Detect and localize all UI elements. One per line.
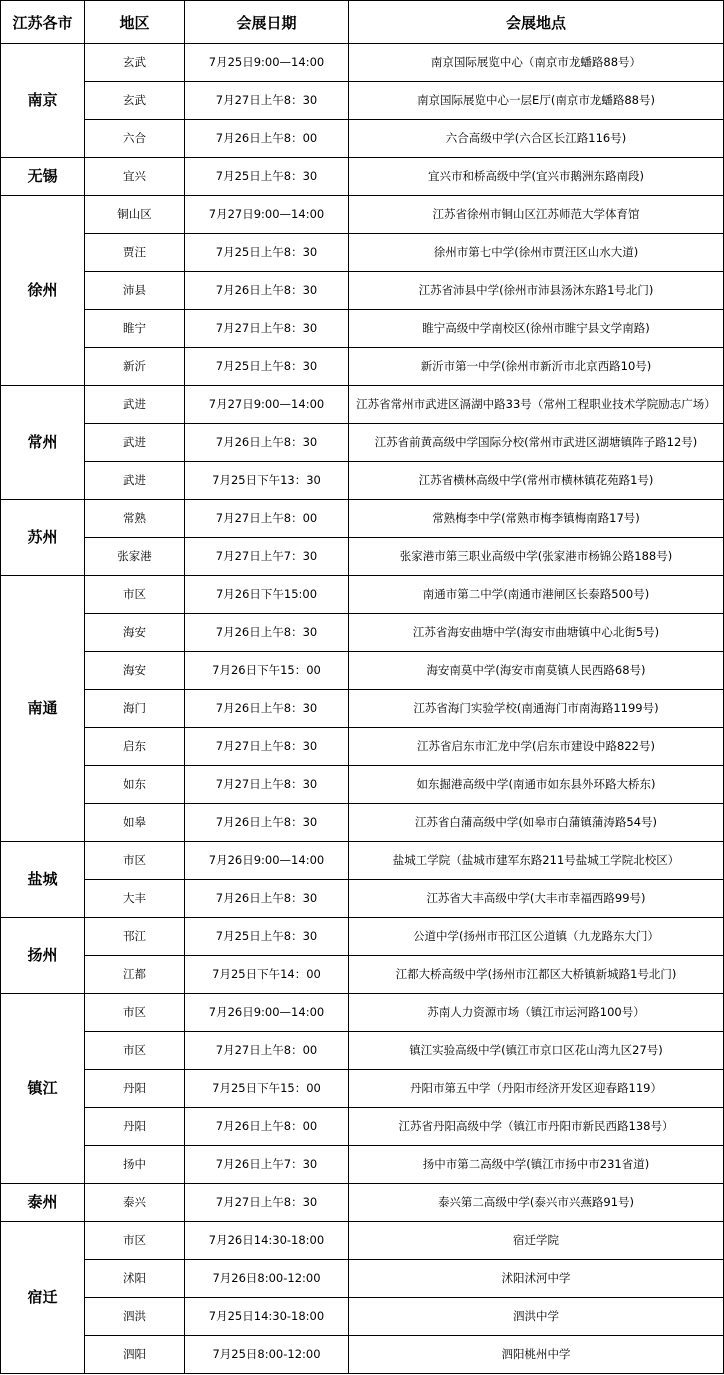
date-cell: 7月25日9:00—14:00 xyxy=(185,44,349,82)
city-cell: 常州 xyxy=(1,386,85,500)
date-cell: 7月26日上午8：30 xyxy=(185,424,349,462)
table-header-row xyxy=(1,1,724,44)
district-cell: 市区 xyxy=(85,842,185,880)
date-cell: 7月25日下午13：30 xyxy=(185,462,349,500)
table-row xyxy=(1,310,724,348)
city-cell: 苏州 xyxy=(1,500,85,576)
venue-cell: 江苏省横林高级中学(常州市横林镇花苑路1号) xyxy=(349,462,724,500)
table-row xyxy=(1,234,724,272)
table-row xyxy=(1,386,724,424)
table-row xyxy=(1,1146,724,1184)
district-cell: 沛县 xyxy=(85,272,185,310)
district-cell: 如东 xyxy=(85,766,185,804)
table-row xyxy=(1,44,724,82)
header-city: 江苏各市 xyxy=(1,1,85,44)
table-row xyxy=(1,348,724,386)
date-cell: 7月25日上午8：30 xyxy=(185,348,349,386)
venue-cell: 海安南莫中学(海安市南莫镇人民西路68号) xyxy=(349,652,724,690)
table-row xyxy=(1,1298,724,1336)
table-row xyxy=(1,82,724,120)
district-cell: 睢宁 xyxy=(85,310,185,348)
venue-cell: 睢宁高级中学南校区(徐州市睢宁县文学南路) xyxy=(349,310,724,348)
date-cell: 7月27日上午8：30 xyxy=(185,728,349,766)
venue-cell: 江苏省海门实验学校(南通海门市南海路1199号) xyxy=(349,690,724,728)
table-row xyxy=(1,1222,724,1260)
date-cell: 7月26日上午8：30 xyxy=(185,614,349,652)
district-cell: 市区 xyxy=(85,576,185,614)
date-cell: 7月26日上午8：00 xyxy=(185,120,349,158)
table-row xyxy=(1,614,724,652)
district-cell: 海安 xyxy=(85,614,185,652)
district-cell: 武进 xyxy=(85,462,185,500)
venue-cell: 宿迁学院 xyxy=(349,1222,724,1260)
venue-cell: 南京国际展览中心（南京市龙蟠路88号） xyxy=(349,44,724,82)
venue-cell: 江苏省沛县中学(徐州市沛县汤沐东路1号北门) xyxy=(349,272,724,310)
venue-cell: 江苏省丹阳高级中学（镇江市丹阳市新民西路138号） xyxy=(349,1108,724,1146)
district-cell: 海门 xyxy=(85,690,185,728)
district-cell: 玄武 xyxy=(85,44,185,82)
venue-cell: 江苏省常州市武进区滆湖中路33号（常州工程职业技术学院励志广场） xyxy=(349,386,724,424)
district-cell: 六合 xyxy=(85,120,185,158)
date-cell: 7月26日下午15:00 xyxy=(185,576,349,614)
table-body xyxy=(1,44,724,1374)
table-row xyxy=(1,1032,724,1070)
city-cell: 宿迁 xyxy=(1,1222,85,1374)
table-row xyxy=(1,956,724,994)
district-cell: 江都 xyxy=(85,956,185,994)
district-cell: 常熟 xyxy=(85,500,185,538)
venue-cell: 公道中学(扬州市邗江区公道镇（九龙路东大门） xyxy=(349,918,724,956)
date-cell: 7月26日8:00-12:00 xyxy=(185,1260,349,1298)
district-cell: 宜兴 xyxy=(85,158,185,196)
venue-cell: 苏南人力资源市场（镇江市运河路100号） xyxy=(349,994,724,1032)
district-cell: 铜山区 xyxy=(85,196,185,234)
date-cell: 7月26日上午8：30 xyxy=(185,690,349,728)
table-row xyxy=(1,538,724,576)
date-cell: 7月25日下午14：00 xyxy=(185,956,349,994)
venue-cell: 盐城工学院（盐城市建军东路211号盐城工学院北校区） xyxy=(349,842,724,880)
city-cell: 无锡 xyxy=(1,158,85,196)
table-row xyxy=(1,272,724,310)
venue-cell: 沭阳沭河中学 xyxy=(349,1260,724,1298)
date-cell: 7月26日上午8：30 xyxy=(185,804,349,842)
date-cell: 7月25日上午8：30 xyxy=(185,918,349,956)
venue-cell: 丹阳市第五中学（丹阳市经济开发区迎春路119） xyxy=(349,1070,724,1108)
district-cell: 贾汪 xyxy=(85,234,185,272)
table-row xyxy=(1,462,724,500)
header-date: 会展日期 xyxy=(185,1,349,44)
date-cell: 7月25日8:00-12:00 xyxy=(185,1336,349,1374)
district-cell: 邗江 xyxy=(85,918,185,956)
table-row xyxy=(1,158,724,196)
venue-cell: 江苏省徐州市铜山区江苏师范大学体育馆 xyxy=(349,196,724,234)
table-row xyxy=(1,766,724,804)
date-cell: 7月26日上午8：30 xyxy=(185,880,349,918)
date-cell: 7月25日上午8：30 xyxy=(185,234,349,272)
district-cell: 市区 xyxy=(85,1222,185,1260)
district-cell: 沭阳 xyxy=(85,1260,185,1298)
table-row xyxy=(1,1260,724,1298)
district-cell: 武进 xyxy=(85,424,185,462)
district-cell: 启东 xyxy=(85,728,185,766)
venue-cell: 南通市第二中学(南通市港闸区长泰路500号) xyxy=(349,576,724,614)
date-cell: 7月27日上午8：00 xyxy=(185,500,349,538)
table-row xyxy=(1,1184,724,1222)
date-cell: 7月27日上午8：00 xyxy=(185,1032,349,1070)
table-row xyxy=(1,576,724,614)
date-cell: 7月27日上午8：30 xyxy=(185,1184,349,1222)
district-cell: 泗阳 xyxy=(85,1336,185,1374)
date-cell: 7月27日9:00—14:00 xyxy=(185,386,349,424)
date-cell: 7月25日下午15：00 xyxy=(185,1070,349,1108)
venue-cell: 南京国际展览中心一层E厅(南京市龙蟠路88号) xyxy=(349,82,724,120)
table-row xyxy=(1,804,724,842)
district-cell: 玄武 xyxy=(85,82,185,120)
venue-cell: 新沂市第一中学(徐州市新沂市北京西路10号) xyxy=(349,348,724,386)
date-cell: 7月27日上午8：30 xyxy=(185,310,349,348)
date-cell: 7月25日上午8：30 xyxy=(185,158,349,196)
district-cell: 丹阳 xyxy=(85,1070,185,1108)
city-cell: 南通 xyxy=(1,576,85,842)
table-row xyxy=(1,120,724,158)
venue-cell: 如东掘港高级中学(南通市如东县外环路大桥东) xyxy=(349,766,724,804)
venue-cell: 江苏省前黄高级中学国际分校(常州市武进区湖塘镇阵子路12号) xyxy=(349,424,724,462)
date-cell: 7月26日9:00—14:00 xyxy=(185,994,349,1032)
district-cell: 大丰 xyxy=(85,880,185,918)
date-cell: 7月26日14:30-18:00 xyxy=(185,1222,349,1260)
venue-cell: 镇江实验高级中学(镇江市京口区花山湾九区27号) xyxy=(349,1032,724,1070)
venue-cell: 江苏省白蒲高级中学(如皋市白蒲镇蒲涛路54号) xyxy=(349,804,724,842)
table-row xyxy=(1,880,724,918)
date-cell: 7月26日上午7：30 xyxy=(185,1146,349,1184)
district-cell: 海安 xyxy=(85,652,185,690)
district-cell: 泗洪 xyxy=(85,1298,185,1336)
city-cell: 盐城 xyxy=(1,842,85,918)
date-cell: 7月26日上午8：00 xyxy=(185,1108,349,1146)
district-cell: 张家港 xyxy=(85,538,185,576)
date-cell: 7月27日9:00—14:00 xyxy=(185,196,349,234)
table-row xyxy=(1,918,724,956)
date-cell: 7月27日上午7：30 xyxy=(185,538,349,576)
venue-cell: 泗洪中学 xyxy=(349,1298,724,1336)
table-row xyxy=(1,652,724,690)
city-cell: 镇江 xyxy=(1,994,85,1184)
venue-cell: 六合高级中学(六合区长江路116号) xyxy=(349,120,724,158)
date-cell: 7月26日9:00—14:00 xyxy=(185,842,349,880)
district-cell: 丹阳 xyxy=(85,1108,185,1146)
district-cell: 新沂 xyxy=(85,348,185,386)
venue-cell: 宜兴市和桥高级中学(宜兴市鹅洲东路南段) xyxy=(349,158,724,196)
venue-cell: 江苏省大丰高级中学(大丰市幸福西路99号) xyxy=(349,880,724,918)
district-cell: 武进 xyxy=(85,386,185,424)
venue-cell: 徐州市第七中学(徐州市贾汪区山水大道) xyxy=(349,234,724,272)
district-cell: 扬中 xyxy=(85,1146,185,1184)
city-cell: 扬州 xyxy=(1,918,85,994)
date-cell: 7月27日上午8：30 xyxy=(185,766,349,804)
venue-cell: 泰兴第二高级中学(泰兴市兴燕路91号) xyxy=(349,1184,724,1222)
venue-cell: 江苏省启东市汇龙中学(启东市建设中路822号) xyxy=(349,728,724,766)
venue-cell: 常熟梅李中学(常熟市梅李镇梅南路17号) xyxy=(349,500,724,538)
district-cell: 市区 xyxy=(85,1032,185,1070)
city-cell: 泰州 xyxy=(1,1184,85,1222)
table-row xyxy=(1,196,724,234)
table-row xyxy=(1,994,724,1032)
city-cell: 南京 xyxy=(1,44,85,158)
venue-cell: 江苏省海安曲塘中学(海安市曲塘镇中心北街5号) xyxy=(349,614,724,652)
city-cell: 徐州 xyxy=(1,196,85,386)
date-cell: 7月27日上午8：30 xyxy=(185,82,349,120)
date-cell: 7月26日上午8：30 xyxy=(185,272,349,310)
district-cell: 如皋 xyxy=(85,804,185,842)
table-row xyxy=(1,1336,724,1374)
date-cell: 7月25日14:30-18:00 xyxy=(185,1298,349,1336)
venue-cell: 扬中市第二高级中学(镇江市扬中市231省道) xyxy=(349,1146,724,1184)
table-row xyxy=(1,690,724,728)
venue-cell: 江都大桥高级中学(扬州市江都区大桥镇新城路1号北门) xyxy=(349,956,724,994)
date-cell: 7月26日下午15：00 xyxy=(185,652,349,690)
table-row xyxy=(1,728,724,766)
district-cell: 泰兴 xyxy=(85,1184,185,1222)
header-venue: 会展地点 xyxy=(349,1,724,44)
district-cell: 市区 xyxy=(85,994,185,1032)
table-row xyxy=(1,1108,724,1146)
table-row xyxy=(1,1070,724,1108)
header-district: 地区 xyxy=(85,1,185,44)
table-row xyxy=(1,424,724,462)
table-row xyxy=(1,842,724,880)
venue-cell: 泗阳桃州中学 xyxy=(349,1336,724,1374)
table-row xyxy=(1,500,724,538)
venue-cell: 张家港市第三职业高级中学(张家港市杨锦公路188号) xyxy=(349,538,724,576)
